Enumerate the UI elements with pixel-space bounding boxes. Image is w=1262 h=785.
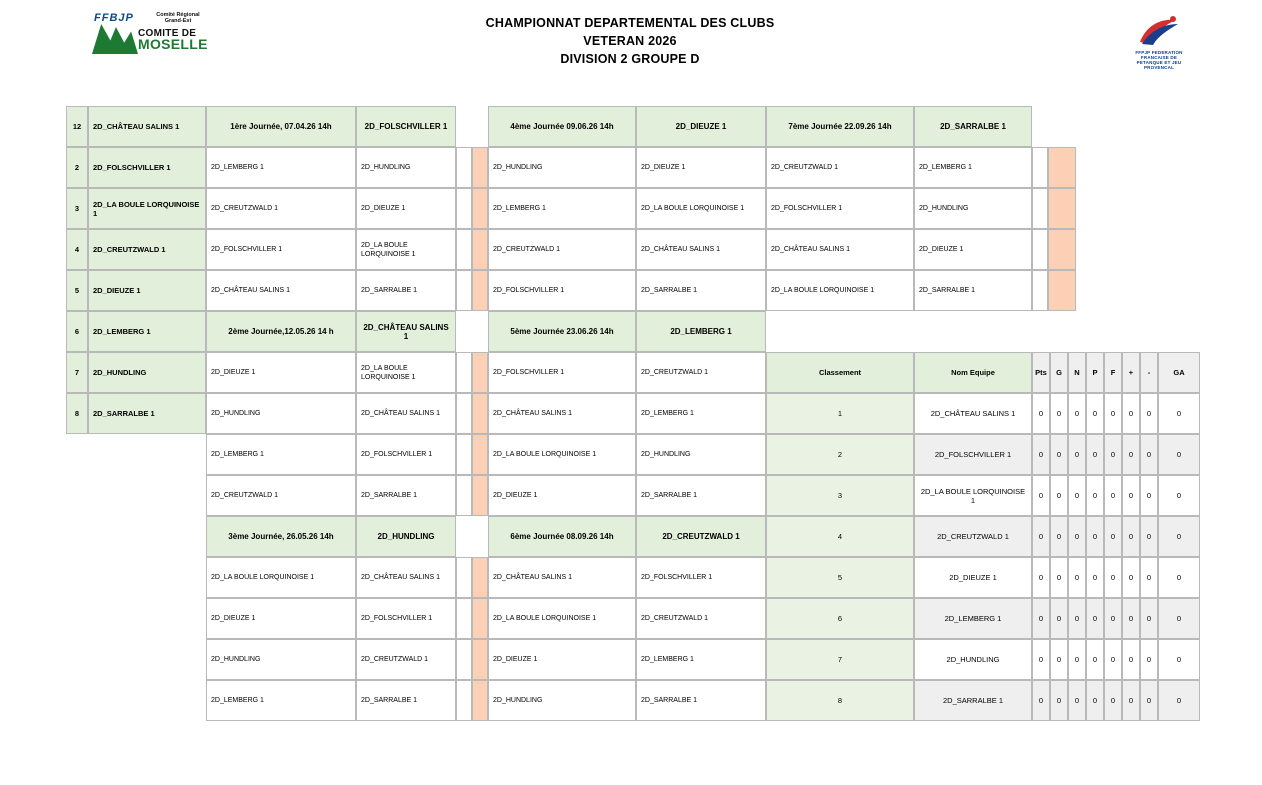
standings-team: 2D_LA BOULE LORQUINOISE 1 <box>914 475 1032 516</box>
standings-p: 0 <box>1086 598 1104 639</box>
match-score-away[interactable] <box>472 147 488 188</box>
standings-ga: 0 <box>1158 475 1200 516</box>
match-score-away[interactable] <box>472 434 488 475</box>
standings-rank: 1 <box>766 393 914 434</box>
team-number: 12 <box>66 106 88 147</box>
standings-header-ga: GA <box>1158 352 1200 393</box>
standings-ga: 0 <box>1158 393 1200 434</box>
standings-minus: 0 <box>1140 475 1158 516</box>
title-line-3: DIVISION 2 GROUPE D <box>560 52 700 66</box>
standings-minus: 0 <box>1140 434 1158 475</box>
match-away-team: 2D_FOLSCHVILLER 1 <box>356 434 456 475</box>
standings-team: 2D_FOLSCHVILLER 1 <box>914 434 1032 475</box>
round-title-j5: 5ème Journée 23.06.26 14h <box>488 311 636 352</box>
standings-header-rank: Classement <box>766 352 914 393</box>
round-exempt-j7: 2D_SARRALBE 1 <box>914 106 1032 147</box>
standings-pts: 0 <box>1032 639 1050 680</box>
standings-plus: 0 <box>1122 393 1140 434</box>
standings-ga: 0 <box>1158 557 1200 598</box>
standings-header-n: N <box>1068 352 1086 393</box>
match-score-home[interactable] <box>456 352 472 393</box>
standings-pts: 0 <box>1032 393 1050 434</box>
round-title-j2: 2ème Journée,12.05.26 14 h <box>206 311 356 352</box>
standings-header-g: G <box>1050 352 1068 393</box>
round-title-j7: 7ème Journée 22.09.26 14h <box>766 106 914 147</box>
match-score-home[interactable] <box>456 475 472 516</box>
standings-g: 0 <box>1050 475 1068 516</box>
standings-header-team: Nom Equipe <box>914 352 1032 393</box>
match-score-home[interactable] <box>456 229 472 270</box>
match-score-home[interactable] <box>1032 270 1048 311</box>
match-home-team: 2D_DIEUZE 1 <box>488 475 636 516</box>
match-away-team: 2D_SARRALBE 1 <box>914 270 1032 311</box>
match-away-team: 2D_SARRALBE 1 <box>636 680 766 721</box>
standings-pts: 0 <box>1032 557 1050 598</box>
team-number: 8 <box>66 393 88 434</box>
match-score-home[interactable] <box>456 598 472 639</box>
match-away-team: 2D_CREUTZWALD 1 <box>636 352 766 393</box>
round-exempt-j2: 2D_CHÂTEAU SALINS 1 <box>356 311 456 352</box>
round-exempt-j5: 2D_LEMBERG 1 <box>636 311 766 352</box>
match-away-team: 2D_CHÂTEAU SALINS 1 <box>356 393 456 434</box>
match-home-team: 2D_HUNDLING <box>488 680 636 721</box>
standings-plus: 0 <box>1122 475 1140 516</box>
match-home-team: 2D_DIEUZE 1 <box>206 352 356 393</box>
standings-header-p: P <box>1086 352 1104 393</box>
match-away-team: 2D_CHÂTEAU SALINS 1 <box>356 557 456 598</box>
standings-p: 0 <box>1086 516 1104 557</box>
match-score-home[interactable] <box>456 147 472 188</box>
standings-pts: 0 <box>1032 434 1050 475</box>
standings-team: 2D_SARRALBE 1 <box>914 680 1032 721</box>
federation-abbrev: FFBJP <box>94 12 134 24</box>
team-name: 2D_HUNDLING <box>88 352 206 393</box>
match-home-team: 2D_LEMBERG 1 <box>206 434 356 475</box>
title-line-2: VETERAN 2026 <box>583 34 677 48</box>
ffpjp-caption: FFPJP FEDERATION FRANCAISE DE PETANQUE ET JEU PROVENCAL <box>1135 50 1183 70</box>
match-home-team: 2D_CHÂTEAU SALINS 1 <box>488 393 636 434</box>
team-name: 2D_SARRALBE 1 <box>88 393 206 434</box>
standings-f: 0 <box>1104 557 1122 598</box>
match-away-team: 2D_SARRALBE 1 <box>356 475 456 516</box>
match-home-team: 2D_LA BOULE LORQUINOISE 1 <box>206 557 356 598</box>
match-away-team: 2D_LA BOULE LORQUINOISE 1 <box>356 352 456 393</box>
match-away-team: 2D_DIEUZE 1 <box>636 147 766 188</box>
standings-minus: 0 <box>1140 639 1158 680</box>
match-away-team: 2D_SARRALBE 1 <box>636 270 766 311</box>
match-score-away[interactable] <box>472 598 488 639</box>
standings-p: 0 <box>1086 680 1104 721</box>
moselle-logo-icon <box>86 12 216 60</box>
match-home-team: 2D_LEMBERG 1 <box>206 680 356 721</box>
match-score-away[interactable] <box>472 557 488 598</box>
standings-header-minus: - <box>1140 352 1158 393</box>
standings-plus: 0 <box>1122 680 1140 721</box>
standings-pts: 0 <box>1032 598 1050 639</box>
standings-n: 0 <box>1068 680 1086 721</box>
standings-n: 0 <box>1068 557 1086 598</box>
team-name: 2D_LA BOULE LORQUINOISE 1 <box>88 188 206 229</box>
match-home-team: 2D_LA BOULE LORQUINOISE 1 <box>488 598 636 639</box>
match-away-team: 2D_LA BOULE LORQUINOISE 1 <box>356 229 456 270</box>
standings-f: 0 <box>1104 434 1122 475</box>
match-score-home[interactable] <box>456 680 472 721</box>
match-score-home[interactable] <box>1032 188 1048 229</box>
match-score-away[interactable] <box>1048 147 1076 188</box>
standings-p: 0 <box>1086 639 1104 680</box>
standings-n: 0 <box>1068 516 1086 557</box>
standings-f: 0 <box>1104 680 1122 721</box>
standings-ga: 0 <box>1158 639 1200 680</box>
standings-header-f: F <box>1104 352 1122 393</box>
match-score-away[interactable] <box>472 352 488 393</box>
standings-f: 0 <box>1104 598 1122 639</box>
document-header <box>0 0 1262 86</box>
standings-p: 0 <box>1086 434 1104 475</box>
round-title-j6: 6ème Journée 08.09.26 14h <box>488 516 636 557</box>
standings-pts: 0 <box>1032 475 1050 516</box>
match-score-away[interactable] <box>472 229 488 270</box>
match-score-away[interactable] <box>1048 188 1076 229</box>
ffpjp-logo-icon <box>1128 12 1190 70</box>
match-home-team: 2D_HUNDLING <box>206 393 356 434</box>
standings-pts: 0 <box>1032 516 1050 557</box>
match-score-away[interactable] <box>472 188 488 229</box>
match-home-team: 2D_CREUTZWALD 1 <box>206 475 356 516</box>
match-score-home[interactable] <box>456 557 472 598</box>
standings-p: 0 <box>1086 557 1104 598</box>
round-exempt-j3: 2D_HUNDLING <box>356 516 456 557</box>
match-home-team: 2D_LA BOULE LORQUINOISE 1 <box>766 270 914 311</box>
match-away-team: 2D_HUNDLING <box>356 147 456 188</box>
team-name: 2D_DIEUZE 1 <box>88 270 206 311</box>
match-away-team: 2D_CREUTZWALD 1 <box>636 598 766 639</box>
standings-team: 2D_CREUTZWALD 1 <box>914 516 1032 557</box>
standings-n: 0 <box>1068 434 1086 475</box>
team-number: 6 <box>66 311 88 352</box>
round-title-j3: 3ème Journée, 26.05.26 14h <box>206 516 356 557</box>
round-exempt-j4: 2D_DIEUZE 1 <box>636 106 766 147</box>
standings-rank: 3 <box>766 475 914 516</box>
match-away-team: 2D_SARRALBE 1 <box>356 680 456 721</box>
standings-f: 0 <box>1104 516 1122 557</box>
match-away-team: 2D_LA BOULE LORQUINOISE 1 <box>636 188 766 229</box>
standings-f: 0 <box>1104 393 1122 434</box>
standings-ga: 0 <box>1158 598 1200 639</box>
team-number: 2 <box>66 147 88 188</box>
title-line-1: CHAMPIONNAT DEPARTEMENTAL DES CLUBS <box>485 16 775 30</box>
team-number: 3 <box>66 188 88 229</box>
match-home-team: 2D_FOLSCHVILLER 1 <box>488 270 636 311</box>
match-away-team: 2D_LEMBERG 1 <box>636 639 766 680</box>
match-score-away[interactable] <box>472 393 488 434</box>
standings-rank: 4 <box>766 516 914 557</box>
match-home-team: 2D_FOLSCHVILLER 1 <box>488 352 636 393</box>
standings-n: 0 <box>1068 475 1086 516</box>
standings-pts: 0 <box>1032 680 1050 721</box>
match-score-away[interactable] <box>472 639 488 680</box>
standings-team: 2D_HUNDLING <box>914 639 1032 680</box>
match-home-team: 2D_CREUTZWALD 1 <box>766 147 914 188</box>
standings-rank: 7 <box>766 639 914 680</box>
match-score-home[interactable] <box>456 434 472 475</box>
standings-plus: 0 <box>1122 516 1140 557</box>
match-score-away[interactable] <box>472 680 488 721</box>
match-home-team: 2D_CHÂTEAU SALINS 1 <box>488 557 636 598</box>
match-score-away[interactable] <box>472 270 488 311</box>
standings-p: 0 <box>1086 393 1104 434</box>
match-away-team: 2D_HUNDLING <box>636 434 766 475</box>
standings-ga: 0 <box>1158 434 1200 475</box>
match-away-team: 2D_CREUTZWALD 1 <box>356 639 456 680</box>
standings-plus: 0 <box>1122 557 1140 598</box>
standings-g: 0 <box>1050 516 1068 557</box>
match-away-team: 2D_SARRALBE 1 <box>356 270 456 311</box>
match-home-team: 2D_LA BOULE LORQUINOISE 1 <box>488 434 636 475</box>
match-score-home[interactable] <box>456 270 472 311</box>
standings-header-plus: + <box>1122 352 1140 393</box>
match-home-team: 2D_DIEUZE 1 <box>206 598 356 639</box>
standings-minus: 0 <box>1140 557 1158 598</box>
standings-n: 0 <box>1068 393 1086 434</box>
match-home-team: 2D_CREUTZWALD 1 <box>488 229 636 270</box>
team-name: 2D_FOLSCHVILLER 1 <box>88 147 206 188</box>
round-exempt-j6: 2D_CREUTZWALD 1 <box>636 516 766 557</box>
standings-n: 0 <box>1068 598 1086 639</box>
match-home-team: 2D_FOLSCHVILLER 1 <box>206 229 356 270</box>
match-score-away[interactable] <box>472 475 488 516</box>
standings-rank: 8 <box>766 680 914 721</box>
standings-ga: 0 <box>1158 516 1200 557</box>
round-title-j1: 1ère Journée, 07.04.26 14h <box>206 106 356 147</box>
committee-name: COMITE DE MOSELLE <box>138 28 208 52</box>
match-home-team: 2D_LEMBERG 1 <box>206 147 356 188</box>
leaf-icon <box>92 24 138 54</box>
standings-header-pts: Pts <box>1032 352 1050 393</box>
standings-g: 0 <box>1050 598 1068 639</box>
match-score-home[interactable] <box>1032 229 1048 270</box>
match-home-team: 2D_DIEUZE 1 <box>488 639 636 680</box>
standings-plus: 0 <box>1122 639 1140 680</box>
standings-rank: 2 <box>766 434 914 475</box>
standings-n: 0 <box>1068 639 1086 680</box>
ffpjp-swirl-icon <box>1136 14 1182 48</box>
standings-minus: 0 <box>1140 516 1158 557</box>
standings-rank: 5 <box>766 557 914 598</box>
team-name: 2D_CHÂTEAU SALINS 1 <box>88 106 206 147</box>
standings-g: 0 <box>1050 557 1068 598</box>
match-away-team: 2D_HUNDLING <box>914 188 1032 229</box>
standings-team: 2D_CHÂTEAU SALINS 1 <box>914 393 1032 434</box>
match-home-team: 2D_FOLSCHVILLER 1 <box>766 188 914 229</box>
team-number: 5 <box>66 270 88 311</box>
match-away-team: 2D_LEMBERG 1 <box>914 147 1032 188</box>
match-home-team: 2D_CREUTZWALD 1 <box>206 188 356 229</box>
match-score-home[interactable] <box>456 639 472 680</box>
match-away-team: 2D_DIEUZE 1 <box>356 188 456 229</box>
standings-f: 0 <box>1104 475 1122 516</box>
match-away-team: 2D_CHÂTEAU SALINS 1 <box>636 229 766 270</box>
team-number: 4 <box>66 229 88 270</box>
standings-rank: 6 <box>766 598 914 639</box>
match-score-home[interactable] <box>456 188 472 229</box>
standings-p: 0 <box>1086 475 1104 516</box>
match-away-team: 2D_FOLSCHVILLER 1 <box>356 598 456 639</box>
match-away-team: 2D_FOLSCHVILLER 1 <box>636 557 766 598</box>
match-away-team: 2D_DIEUZE 1 <box>914 229 1032 270</box>
round-exempt-j1: 2D_FOLSCHVILLER 1 <box>356 106 456 147</box>
match-score-home[interactable] <box>456 393 472 434</box>
standings-plus: 0 <box>1122 598 1140 639</box>
standings-team: 2D_DIEUZE 1 <box>914 557 1032 598</box>
standings-f: 0 <box>1104 639 1122 680</box>
match-home-team: 2D_HUNDLING <box>488 147 636 188</box>
match-score-away[interactable] <box>1048 270 1076 311</box>
standings-ga: 0 <box>1158 680 1200 721</box>
standings-minus: 0 <box>1140 393 1158 434</box>
match-score-away[interactable] <box>1048 229 1076 270</box>
match-home-team: 2D_LEMBERG 1 <box>488 188 636 229</box>
match-score-home[interactable] <box>1032 147 1048 188</box>
standings-plus: 0 <box>1122 434 1140 475</box>
team-number: 7 <box>66 352 88 393</box>
standings-minus: 0 <box>1140 598 1158 639</box>
team-name: 2D_CREUTZWALD 1 <box>88 229 206 270</box>
match-home-team: 2D_CHÂTEAU SALINS 1 <box>206 270 356 311</box>
committee-caption: Comité Régional Grand-Est <box>156 12 200 24</box>
team-name: 2D_LEMBERG 1 <box>88 311 206 352</box>
match-home-team: 2D_CHÂTEAU SALINS 1 <box>766 229 914 270</box>
standings-g: 0 <box>1050 639 1068 680</box>
standings-g: 0 <box>1050 680 1068 721</box>
standings-g: 0 <box>1050 434 1068 475</box>
standings-g: 0 <box>1050 393 1068 434</box>
match-away-team: 2D_LEMBERG 1 <box>636 393 766 434</box>
match-home-team: 2D_HUNDLING <box>206 639 356 680</box>
standings-minus: 0 <box>1140 680 1158 721</box>
round-title-j4: 4ème Journée 09.06.26 14h <box>488 106 636 147</box>
match-away-team: 2D_SARRALBE 1 <box>636 475 766 516</box>
page-title <box>360 14 900 68</box>
standings-team: 2D_LEMBERG 1 <box>914 598 1032 639</box>
